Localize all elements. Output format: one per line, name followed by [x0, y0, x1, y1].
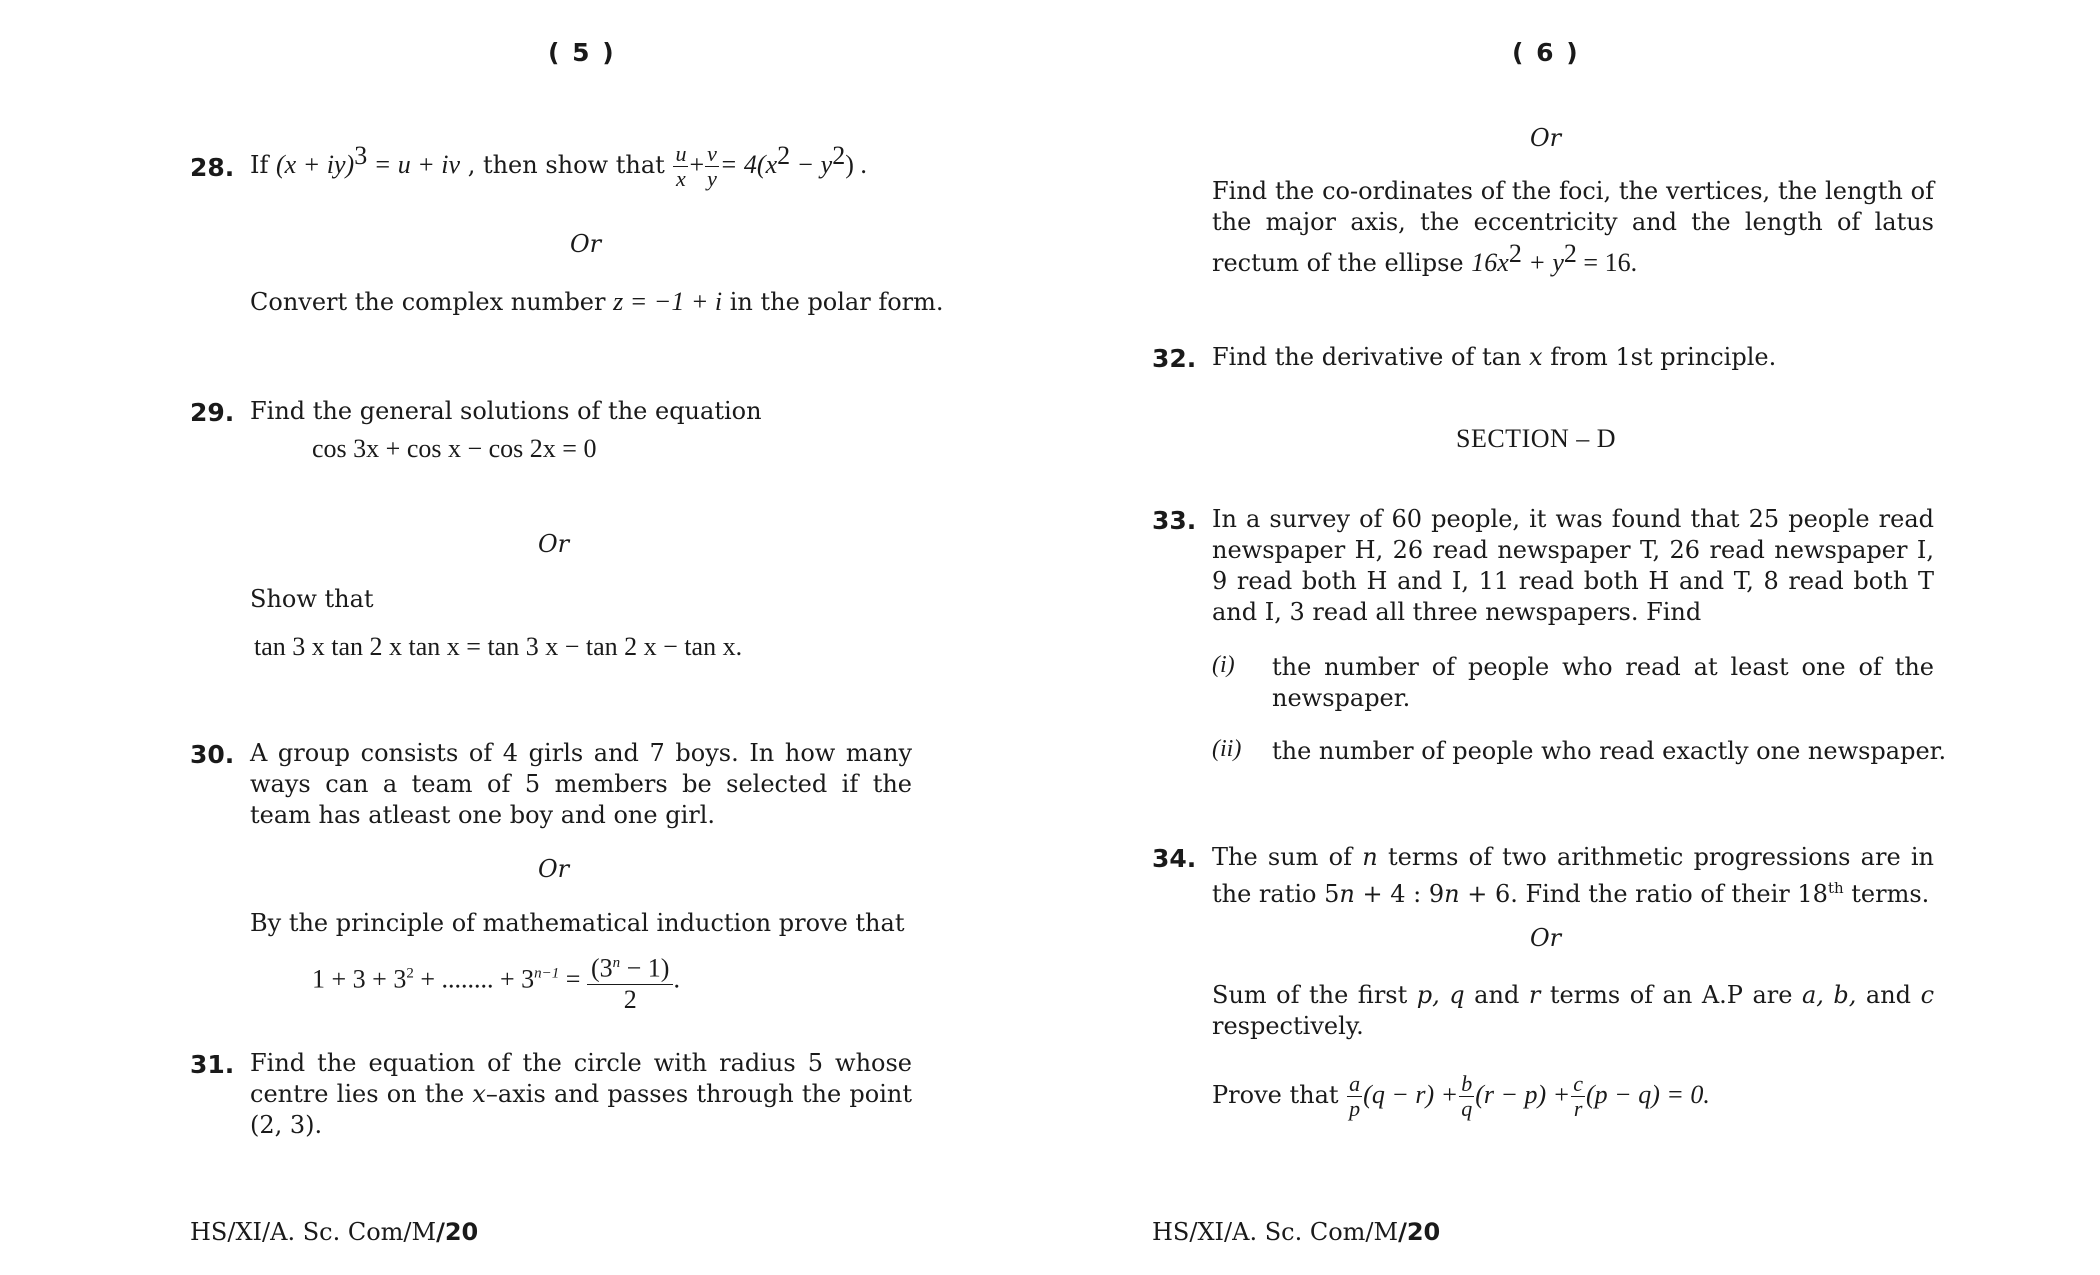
q30-end: . [673, 964, 680, 994]
q31-text-b: –axis and passes through the point (2, 3). [250, 1080, 912, 1139]
q28-alt-math: z = −1 + i [613, 287, 723, 316]
q30-lhs: 1 + 3 + 3 [312, 964, 407, 994]
q28-rhs3: ) . [845, 150, 867, 179]
page-number-left: ( 5 ) [548, 38, 616, 67]
q28-if: If [250, 151, 269, 179]
or-label: Or [1530, 124, 1562, 152]
question-30-alt-equation [312, 948, 680, 1015]
or-label: Or [570, 230, 602, 258]
q30-eq: = [559, 964, 581, 994]
question-29-alt: Show that [250, 585, 374, 613]
frac-num: c [1573, 1071, 1583, 1096]
question-29-text: Find the general solutions of the equation [250, 397, 762, 425]
q32-text-a: Find the derivative of tan [1212, 343, 1522, 371]
ellipse-eq-c: = 16. [1576, 248, 1638, 277]
q28-rhs: = 4(x [719, 150, 778, 179]
frac-num: v [707, 141, 717, 166]
question-number-31: 31. [190, 1050, 235, 1079]
q34-term1: (q − r) + [1363, 1080, 1459, 1109]
frac-num: u [675, 141, 687, 166]
q28-plus: + [689, 150, 705, 179]
q34-term3: (p − q) = 0. [1585, 1080, 1710, 1109]
question-33-text: In a survey of 60 people, it was found that 25 people read newspaper H, 26 read newspaper T, 26 read newspaper I, 9 read both H and I, 11 read both H and T, 8 read both T and I, 3 read all three newspapers. Find [1212, 505, 1934, 626]
q34-text-b: terms of two arithmetic progressions are in the ratio 5 [1212, 843, 1935, 908]
q32-x: x [1529, 343, 1543, 371]
q28-eq: = u + iv [367, 150, 461, 179]
q30-frac-num: (3 [590, 953, 613, 983]
q34-frac-b [1459, 1072, 1474, 1121]
frac-den: y [707, 166, 717, 191]
q34-frac-c [1571, 1072, 1585, 1121]
frac-den: 2 [623, 984, 637, 1014]
q32-text-b: from 1st principle. [1550, 343, 1777, 371]
frac-num: b [1461, 1071, 1473, 1096]
q34-alt-b: terms of an A.P are [1540, 981, 1793, 1009]
footer-left [190, 1218, 478, 1246]
q28-frac-u [673, 142, 688, 191]
q31-alt-text: Find the co-ordinates of the foci, the vertices, the length of the major axis, the eccentricity and the length of latus rectum of the ellipse [1212, 177, 1934, 277]
q28-lhs: (x + iy) [276, 150, 355, 179]
subpart-label-i: (i) [1212, 652, 1235, 678]
q28-alt-b: in the polar form. [729, 288, 944, 316]
footer-code: HS/XI/A. Sc. Com/M [1152, 1218, 1399, 1246]
q34-term2: (r − p) + [1475, 1080, 1571, 1109]
q34-text-c: + 4 : 9 [1354, 880, 1445, 908]
question-29-equation: cos 3x + cos x − cos 2x = 0 [312, 434, 597, 463]
footer-set: /20 [436, 1218, 479, 1246]
q34-alt-and2: and [1865, 981, 1912, 1009]
question-number-30: 30. [190, 740, 235, 769]
q30-exp2: n−1 [534, 965, 560, 982]
frac-den: x [676, 166, 686, 191]
or-label: Or [1530, 924, 1562, 952]
q34-n3: n [1444, 880, 1460, 908]
question-32-text [1212, 342, 1776, 373]
footer-code: HS/XI/A. Sc. Com/M [190, 1218, 437, 1246]
frac-num: a [1349, 1071, 1361, 1096]
question-number-28: 28. [190, 153, 235, 182]
q28-exponent: 3 [354, 141, 368, 170]
ellipse-exp2: 2 [1563, 239, 1577, 268]
q34-alt-and: and [1474, 981, 1520, 1009]
frac-num [587, 948, 674, 985]
q34-alt-r: r [1528, 981, 1541, 1009]
q30-mid: + ........ + 3 [413, 964, 535, 994]
question-34-text [1212, 842, 1934, 910]
q34-alt-abc: a, b, [1801, 981, 1857, 1009]
ellipse-exp1: 2 [1508, 239, 1522, 268]
question-number-32: 32. [1152, 344, 1197, 373]
question-28-alt [250, 286, 944, 318]
q34-th: th [1827, 879, 1844, 897]
q34-alt-c: c [1920, 981, 1935, 1009]
or-label: Or [538, 530, 570, 558]
q30-frac-exp: n [612, 955, 621, 971]
page-number-right: ( 6 ) [1512, 38, 1580, 67]
question-31-alt [1212, 176, 1934, 279]
q34-n: n [1362, 843, 1378, 871]
q34-frac-a [1347, 1072, 1362, 1121]
q34-alt-end: respectively. [1212, 1012, 1364, 1040]
q28-show: , then show that [467, 151, 665, 179]
frac-den: r [1573, 1096, 1583, 1121]
q28-alt-a: Convert the complex number [250, 288, 606, 316]
ellipse-eq-a: 16x [1471, 248, 1509, 277]
q34-n2: n [1339, 880, 1355, 908]
question-28-text [250, 140, 930, 191]
q31-x: x [472, 1080, 486, 1108]
q34-text-a: The sum of [1212, 843, 1353, 871]
question-34-prove [1212, 1072, 1710, 1121]
or-label: Or [538, 855, 570, 883]
subpart-text-i: the number of people who read at least one of the newspaper. [1272, 653, 1934, 712]
q34-text-e: terms. [1843, 880, 1930, 908]
subpart-text-ii: the number of people who read exactly one newspaper. [1272, 737, 1947, 765]
q28-frac-v [705, 142, 719, 191]
question-number-33: 33. [1152, 506, 1197, 535]
ellipse-eq-b: + y [1521, 248, 1564, 277]
question-number-34: 34. [1152, 844, 1197, 873]
frac-den: q [1461, 1096, 1473, 1121]
frac-den: p [1349, 1096, 1361, 1121]
subpart-label-ii: (ii) [1212, 736, 1242, 762]
section-heading: SECTION – D [1456, 424, 1617, 453]
footer-set: /20 [1398, 1218, 1441, 1246]
q28-sq2: 2 [832, 141, 846, 170]
q30-exp: 2 [406, 965, 414, 982]
q34-text-d: + 6. Find the ratio of their 18 [1459, 880, 1828, 908]
q31-text-a: Find the equation of the circle with radius 5 whose centre lies on the [250, 1049, 912, 1108]
q34-alt-pq: p, q [1416, 981, 1465, 1009]
q34-alt-a: Sum of the first [1212, 981, 1408, 1009]
question-34-alt [1212, 980, 1934, 1042]
q30-frac-num-end: − 1) [620, 953, 670, 983]
question-number-29: 29. [190, 398, 235, 427]
footer-right [1152, 1218, 1440, 1246]
q28-sq1: 2 [777, 141, 791, 170]
question-29-alt-equation: tan 3 x tan 2 x tan x = tan 3 x − tan 2 x − tan x. [254, 632, 743, 661]
q34-prove: Prove that [1212, 1081, 1339, 1109]
question-30-alt: By the principle of mathematical induction prove that [250, 909, 905, 937]
q30-fraction [587, 948, 674, 1015]
question-30-text: A group consists of 4 girls and 7 boys. In how many ways can a team of 5 members be selected if the team has atleast one boy and one girl. [250, 739, 912, 829]
q28-rhs2: − y [790, 150, 833, 179]
question-31-text [250, 1048, 912, 1141]
